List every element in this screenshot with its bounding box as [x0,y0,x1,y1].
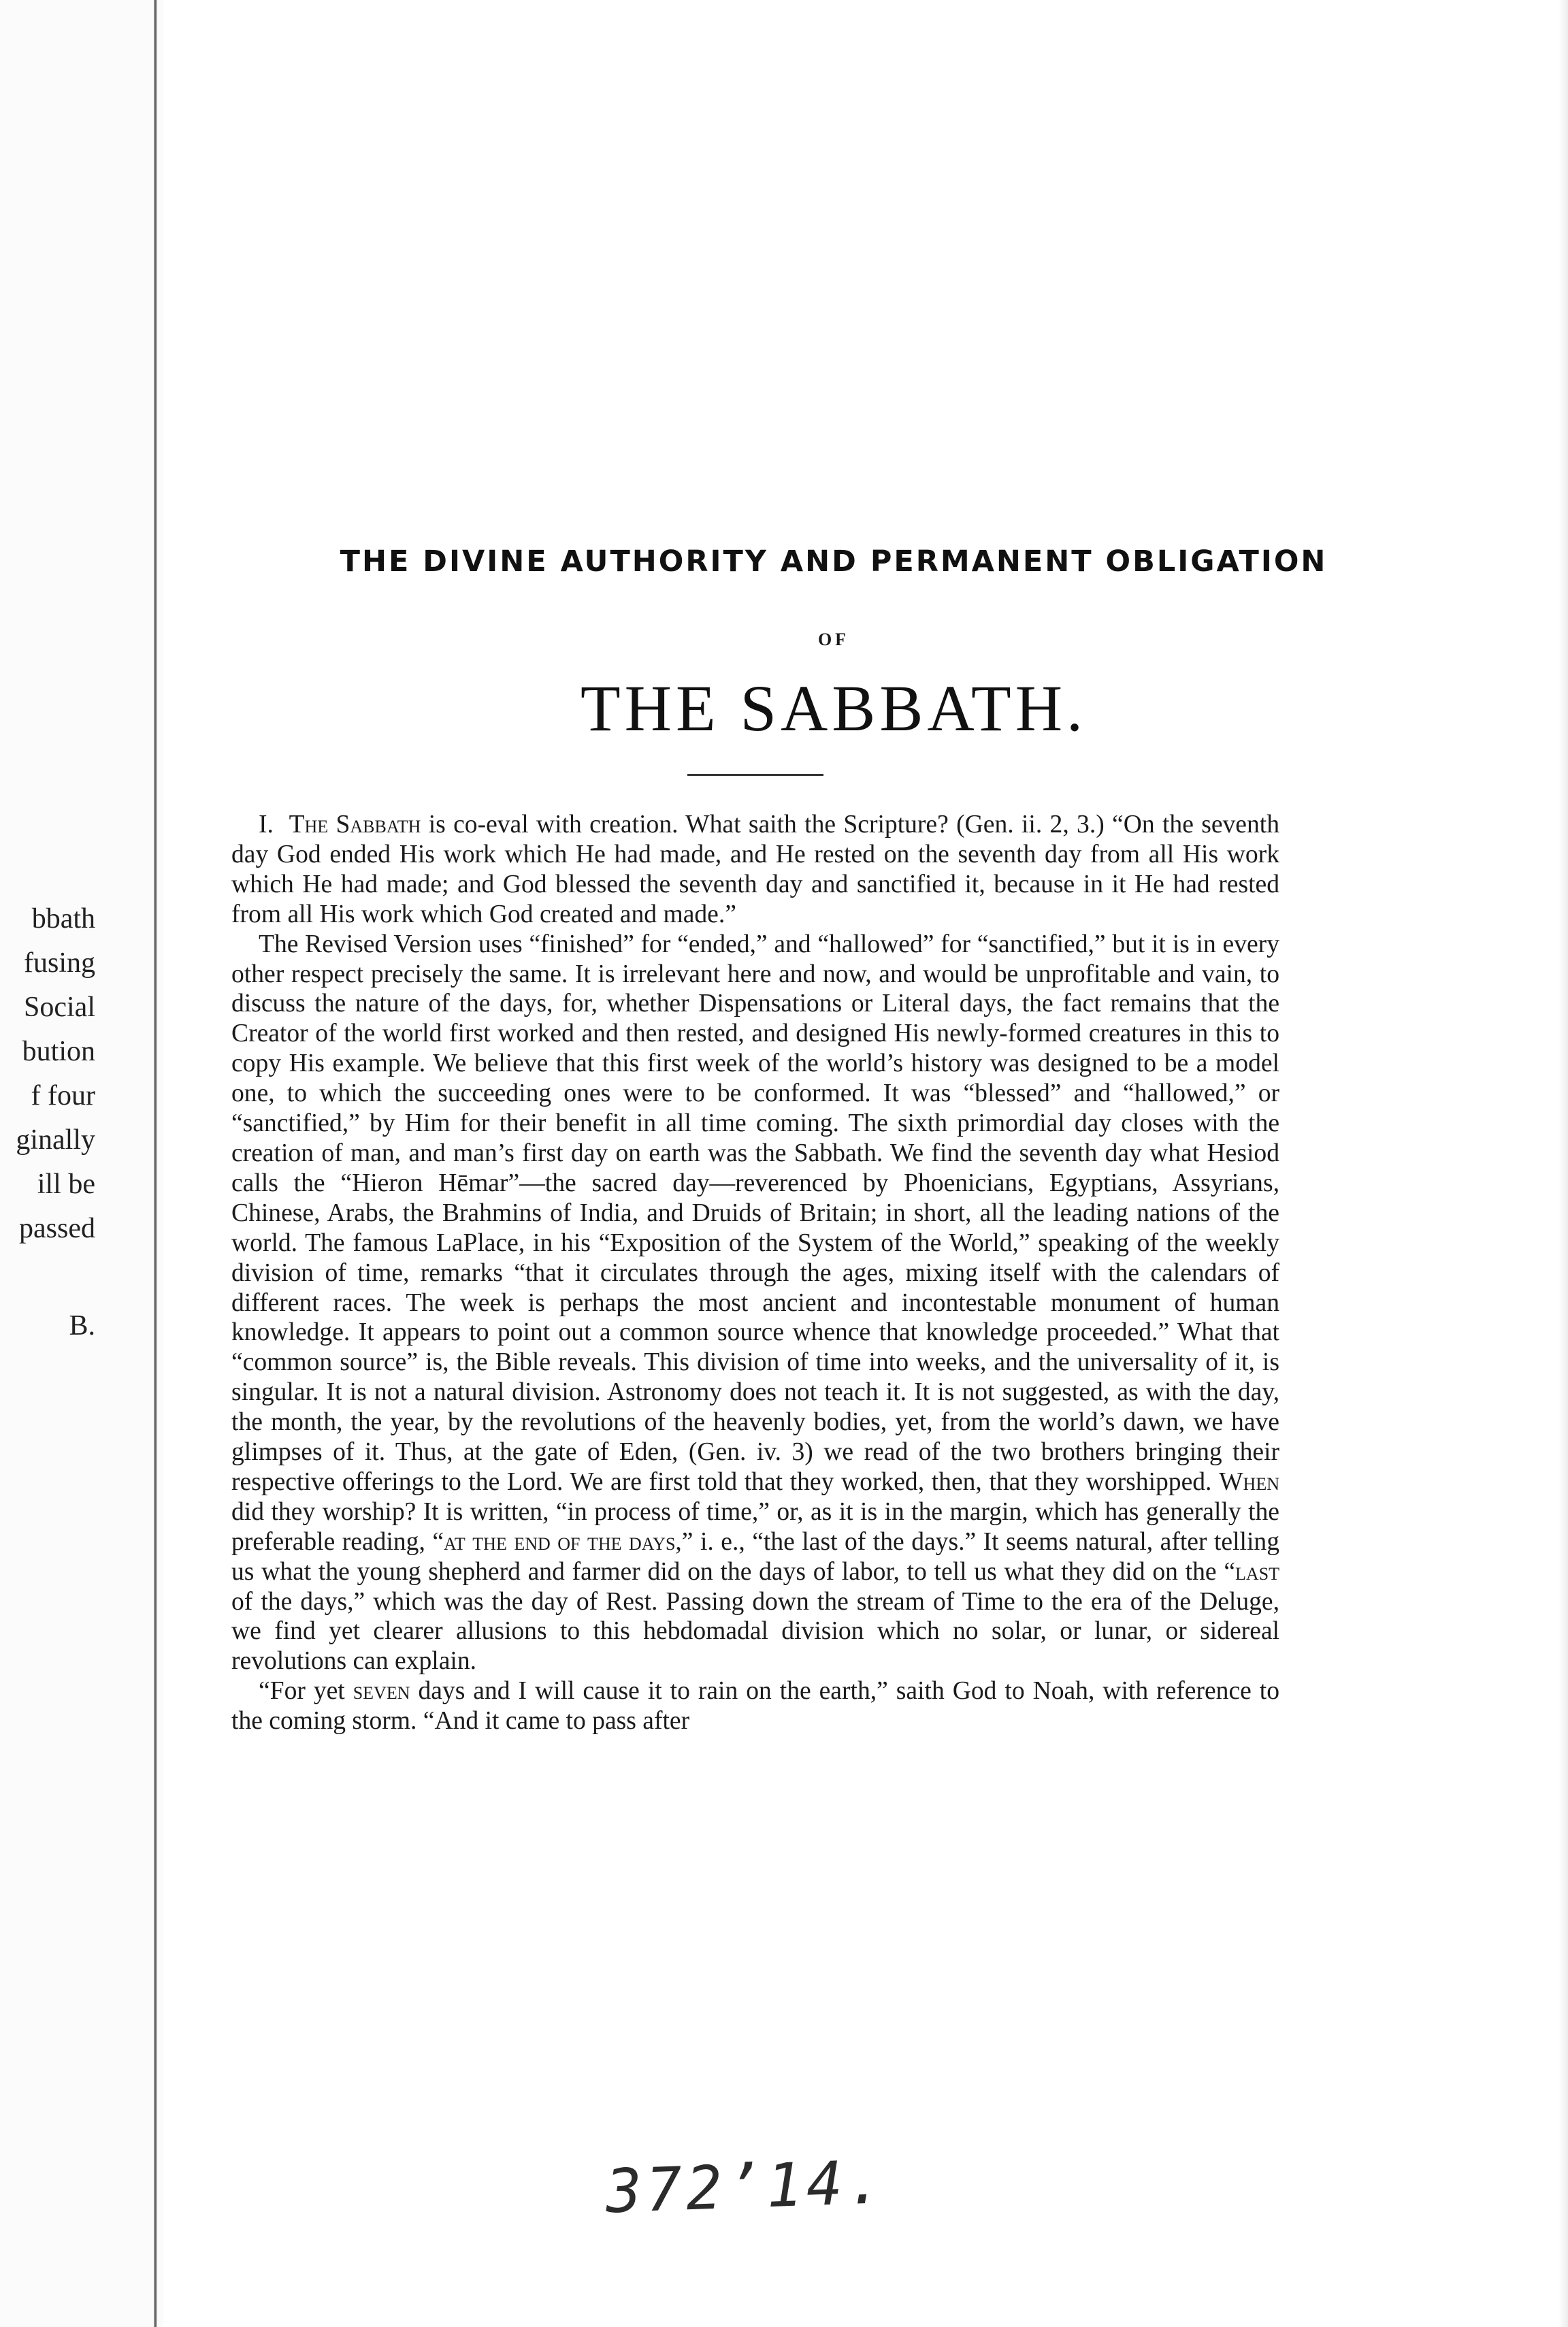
emphasis-caps: at the end of the days [444,1527,676,1556]
document-heading: THE DIVINE AUTHORITY AND PERMANENT OBLIGATION [340,544,1328,579]
emphasis-caps: When [1219,1467,1279,1496]
handwritten-catalog-number: 372’14. [604,2146,888,2227]
facing-page-fragment: ginally [16,1124,95,1156]
paragraph-text: ,” i. e., “the last of the days.” It seems natural, after telling us what the young shepherd and farmer did on the days of labor, to tell us what they did on the “ [231,1527,1279,1586]
facing-page-fragment: B. [69,1310,95,1341]
facing-page-fragments [0,897,95,1348]
facing-page-fragment: bution [22,1036,95,1067]
document-body [231,810,1279,1736]
facing-page-fragment: f four [31,1080,95,1111]
paragraph-1 [231,810,1279,930]
emphasis-caps: seven [353,1677,410,1706]
paragraph-text: days and I will cause it to rain on the earth,” saith God to Noah, with reference to the coming storm. “And it came to pass after [231,1677,1279,1736]
facing-page-fragment: fusing [24,947,95,979]
section-number: I. [259,811,274,839]
facing-page-fragment: passed [19,1213,95,1244]
facing-page-fragment: bbath [31,903,95,934]
paragraph-text: is co-eval with creation. What saith the Scripture? (Gen. ii. 2, 3.) “On the seventh day God ended His work which He had made, and He rested on the seventh day from all His work which He had made; and God blessed the seventh day and sanctified it, because in it He had rested from all His work which God created and made.” [231,811,1279,928]
paragraph-text: of the days,” which was the day of Rest. Passing down the stream of Time to the era of the Deluge, we find yet clearer allusions to this hebdomadal division which no solar, or lunar, or sidereal revolutions can explain. [231,1587,1279,1676]
gutter-fold-line [154,0,157,2327]
heading-connector: OF [817,630,850,649]
emphasis-caps: last [1235,1557,1279,1586]
title-divider [687,774,823,776]
facing-page-fragment: Social [24,992,95,1023]
page-right-edge [1558,0,1568,2327]
paragraph-text: “For yet [259,1677,353,1706]
facing-page-fragment: ill be [37,1169,95,1200]
paragraph-3 [231,1676,1279,1736]
lead-in-caps: The Sabbath [289,811,421,839]
paragraph-text: The Revised Version uses “finished” for “ended,” and “hallowed” for “sanctified,” but it is in every other respect precisely the same. It is irrelevant here and now, and would be unprofitable and vain, to discuss the nature of the days, for, whether Dispensations or Literal days, the fact remains that the Creator of the world first worked and then rested, and designed His newly-formed creatures in this to copy His example. We believe that this first week of the world’s history was designed to be a model one, to which the succeeding ones were to be conformed. It was “blessed” and “hallowed,” or “sanctified,” by Him for their benefit in all time coming. The sixth primordial day closes with the creation of man, and man’s first day on earth was the Sabbath. We find the seventh day what Hesiod calls the “Hieron Hēmar”—the sacred day—reverenced by Phoenicians, Egyptians, Assyrians, Chinese, Arabs, the Brahmins of India, and Druids of Britain; in short, all the leading nations of the world. The famous LaPlace, in his “Exposition of the System of the World,” speaking of the weekly division of time, remarks “that it circulates through the ages, mixing itself with the calendars of different races. The week is perhaps the most ancient and incontestable monument of human knowledge. It appears to point out a common source whence that knowledge proceeded.” What that “common source” is, the Bible reveals. This division of time into weeks, and the universality of it, is singular. It is not a natural division. Astronomy does not teach it. It is not suggested, as with the day, the month, the year, by the revolutions of the heavenly bodies, yet, from the world’s dawn, we have glimpses of it. Thus, at the gate of Eden, (Gen. iv. 3) we read of the two brothers bringing their respective offerings to the Lord. We are first told that they worked, then, that they worshipped. [231,930,1279,1496]
paragraph-text: did they worship? It is written, “in process of time,” or, as it is in the margin, which has generally the preferable reading, “ [231,1497,1279,1556]
paragraph-2 [231,930,1279,1677]
document-title: THE SABBATH. [580,672,1088,745]
